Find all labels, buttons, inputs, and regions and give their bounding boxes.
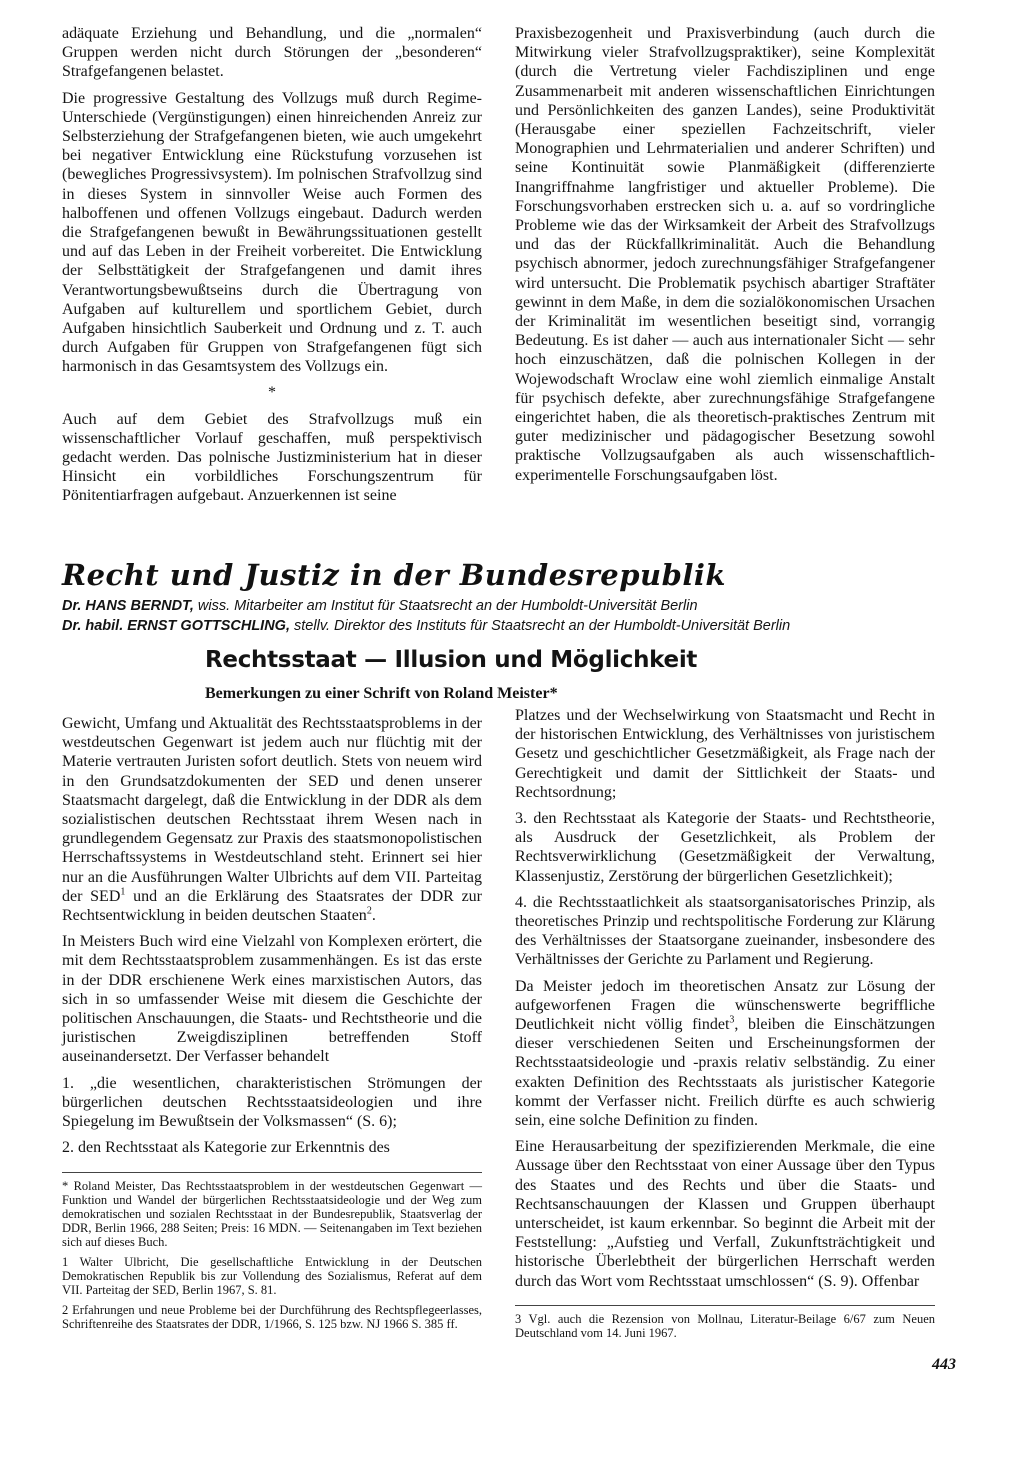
footnotes-right [515,1305,935,1346]
paragraph: adäquate Erziehung und Behandlung, und die „normalen“ Gruppen werden nicht durch Störungen der „besonderen“ Strafgefangenen belastet. [62,25,482,81]
paragraph: Auch auf dem Gebiet des Strafvollzugs muß ein wissenschaftlicher Vorlauf geschaffen, muß perspektivisch gedacht werden. Das polnische Justizministerium hat in dieser Hinsicht ein vorbildliches Forschungszentrum für Pönitentiarfragen aufgebaut. Anzuerkennen ist seine [62,410,482,505]
author-name: Dr. HANS BERNDT, [62,598,194,614]
footnote-ref: 1 [120,886,126,898]
footnote: 1 Walter Ulbricht, Die gesellschaftliche Entwicklung in der Deutschen Demokratischen Republik bis zur Vollendung des Sozialismus, Referat auf dem VII. Parteitag der SED, Berlin 1967, S. 81. [62,1255,482,1297]
paragraph: Platzes und der Wechselwirkung von Staatsmacht und Recht in der historischen Entwicklung, des Verhältnisses von juristischem Gesetz und geschichtlicher Gesetzmäßigkeit, als Frage nach der Gerechtigkeit und damit der Sittlichkeit der Staats- und Rechtsordnung; [515,707,935,801]
list-item: 2. den Rechtsstaat als Kategorie zur Erkenntnis des [62,1139,390,1157]
paragraph: Praxisbezogenheit und Praxisverbindung (auch durch die Mitwirkung vieler Strafvollzugspraktiker), seine Komplexität (durch die Vertretung vieler Fachdisziplinen und enge Zusammenarbeit mit anderen wissenschaftlichen Einrichtungen und Persönlichkeiten des ganzen Landes), seine Produktivität (Herausgabe einer speziellen Fachzeitschrift, vieler Monographien und Lehrmaterialien und anderer Schriften) und seine Kontinuität sowie Planmäßigkeit (differenzierte Inangriffnahme langfristiger und aktueller Probleme). Die Forschungsvorhaben erstrecken sich u. a. auf so vordringliche Probleme wie das der Wirksamkeit der Arbeit des Strafvollzugs und das der Rückfallkriminalität. Auch die Behandlung psychisch abnormer, jedoch zurechnungsfähiger Strafgefangener wird untersucht. Die Problematik psychisch abartiger Straftäter gewinnt in dem Maße, in dem die sozialökonomischen Ursachen der Kriminalität im wesentlichen beseitigt sind, vorrangig Bedeutung. Es ist daher — auch aus internationaler Sicht — sehr hoch einzuschätzen, daß die polnischen Kollegen in der Wojewodschaft Wroclaw eine wohl ziemlich einmalige Anstalt für psychisch defekte, aber zurechnungsfähige Strafgefangene eingerichtet haben, die als theoretisch-praktisches Zentrum mit guter medizinischer und pädagogischer Besetzung sowohl praktische Vollzugsaufgaben als auch wissenschaftlich-experimentelle Forschungsaufgaben löst. [515,25,935,484]
paragraph: Die progressive Gestaltung des Vollzugs muß durch Regime-Unterschiede (Vergünstigungen) einen hinreichenden Anreiz zur Selbsterziehung der Strafgefangenen bieten, wie auch umgekehrt bei negativer Entwicklung eine Rückstufung vorzusehen ist (bewegliches Progressivsystem). Im polnischen Strafvollzug sind in dieses System in sinnvoller Weise auch Formen des halboffenen und offenen Vollzugs eingebaut. Dadurch werden die Strafgefangenen bewußt in Bewährungssituationen gestellt und auf das Leben in der Freiheit vorbereitet. Die Entwicklung der Selbsttätigkeit der Strafgefangenen und damit ihres Verantwortungsbewußtseins durch die Übertragung von Aufgaben auf kulturellem und sportlichem Gebiet, durch Aufgaben hinsichtlich Sauberkeit und Ordnung und z. T. auch durch Aufgaben für Gruppen von Strafgefangenen fügt sich harmonisch in das Gesamtsystem des Vollzugs ein. [62,89,482,376]
lower-left-column [62,714,482,1164]
section-heading: Recht und Justiz in der Bundesrepublik [62,558,726,592]
footnote-ref: 2 [366,905,372,917]
article-subtitle: Bemerkungen zu einer Schrift von Roland Meister* [205,685,558,702]
text-run: Gewicht, Umfang und Aktualität des Rechtsstaatsproblems in der westdeutschen Gegenwart ist jedem auch nur flüchtig mit der Materie vertrauten Juristen sofort deutlich. Stets von neuem wird in den Grundsatzdokumenten der SED und denen unserer Staatsmacht dargelegt, daß die Entwicklung in der DDR als dem sozialistischen deutschen Rechtsstaat ihrem Wesen nach in grundlegendem Gegensatz zur Praxis des staatsmonopolistischen Herrschaftssystems in Westdeutschland steht. Erinnert sei hier nur an die Ausführungen Walter Ulbrichts auf dem VII. Parteitag der SED [62,715,482,905]
list-item: 4. die Rechtsstaatlichkeit als staatsorganisatorisches Prinzip, als theoretisches Prinzip und rechtspolitische Forderung zur Klärung des Verhältnisses der Staatsorgane zueinander, insbesondere des Verhältnisses der Gerichte zu Parlament und Regierung. [515,893,935,969]
author-line [62,616,1022,636]
text-run: . [371,907,376,925]
text-run: Da Meister jedoch im theoretischen Ansatz zur Lösung der aufgeworfenen Fragen die wünschenswerte begriffliche Deutlichkeit nicht völlig findet [515,977,935,1034]
lower-right-column [515,706,935,1298]
author-line [62,596,1022,616]
paragraph [62,714,482,925]
top-left-column [62,24,482,513]
author-name: Dr. habil. ERNST GOTTSCHLING, [62,618,290,634]
list-item: 1. „die wesentlichen, charakteristischen Strömungen der bürgerlichen deutschen Rechtsstaatsideologien und ihre Spiegelung im Bewußtsein der Volksmassen“ (S. 6); [62,1074,482,1131]
footnotes-left [62,1172,482,1337]
page-number: 443 [932,1356,956,1373]
article-title: Rechtsstaat — Illusion und Möglichkeit [205,647,698,673]
footnote-ref: 3 [729,1014,735,1026]
footnote: 2 Erfahrungen und neue Probleme bei der Durchführung des Rechtspflegeerlasses, Schriftenreihe des Staatsrates der DDR, 1/1966, S. 125 bzw. NJ 1966 S. 385 ff. [62,1303,482,1331]
text-run: und an die Erklärung des Staatsrates der DDR zur Rechtsentwicklung in beiden deutschen Staaten [62,887,483,925]
top-right-column [515,24,935,492]
section-separator: * [268,383,276,401]
footnote: * Roland Meister, Das Rechtsstaatsproblem in der westdeutschen Gegenwart — Funktion und Wandel der bürgerlichen Rechtsstaatsideologie und der Weg zum demokratischen und sozialen Rechtsstaat in der Bundesrepublik, Staatsverlag der DDR, Berlin 1966, 288 Seiten; Preis: 16 MDN. — Seitenangaben im Text beziehen sich auf dieses Buch. [62,1179,482,1249]
author-role: stellv. Direktor des Instituts für Staatsrecht an der Humboldt-Universität Berlin [290,618,791,634]
paragraph: Eine Herausarbeitung der spezifizierenden Merkmale, die eine Aussage über den Rechtsstaat von einer Aussage über den Typus des Staates und des Rechts und über die Staats- und Rechtsanschauungen der Klassen und Gruppen überhaupt unterscheidet, ist kaum erkennbar. So beginnt die Arbeit mit der Feststellung: „Aufstieg und Verfall, Zukunftsträchtigkeit und historische Überlebtheit der bürgerlichen Herrschaft werden durch das Wort vom Rechtsstaat umschlossen“ (S. 9). Offenbar [515,1138,935,1290]
list-item: 3. den Rechtsstaat als Kategorie der Staats- und Rechtstheorie, als Ausdruck der Gesetzlichkeit, als Problem der Rechtsverwirklichung (Gesetzmäßigkeit der Verwaltung, Klassenjustiz, Zerstörung der bürgerlichen Gesetzlichkeit); [515,810,935,885]
paragraph [515,977,935,1131]
paragraph: In Meisters Buch wird eine Vielzahl von Komplexen erörtert, die mit dem Rechtsstaatsproblem zusammenhängen. Es ist das erste in der DDR erschienene Werk eines marxistischen Autors, das sich in so umfassender Weise mit diesem die Geschichte der politischen Anschauungen, die Staats- und Rechtstheorie und die juristischen Zweigdisziplinen betreffenden Stoff auseinandersetzt. Der Verfasser behandelt [62,933,482,1066]
author-block [62,596,1022,636]
footnote: 3 Vgl. auch die Rezension von Mollnau, Literatur-Beilage 6/67 zum Neuen Deutschland vom 14. Juni 1967. [515,1312,935,1340]
author-role: wiss. Mitarbeiter am Institut für Staatsrecht an der Humboldt-Universität Berlin [193,598,698,614]
text-run: , bleiben die Einschätzungen dieser verschiedenen Seiten und Erscheinungsformen der Rechtsstaatsideologie und -praxis relativ selbständig. Zu einer exakten Definition des Rechtsstaats als juristischer Kategorie kommt der Verfasser nicht. Freilich dürfte es auch schwierig sein, eine solche Definition zu finden. [515,1016,936,1130]
